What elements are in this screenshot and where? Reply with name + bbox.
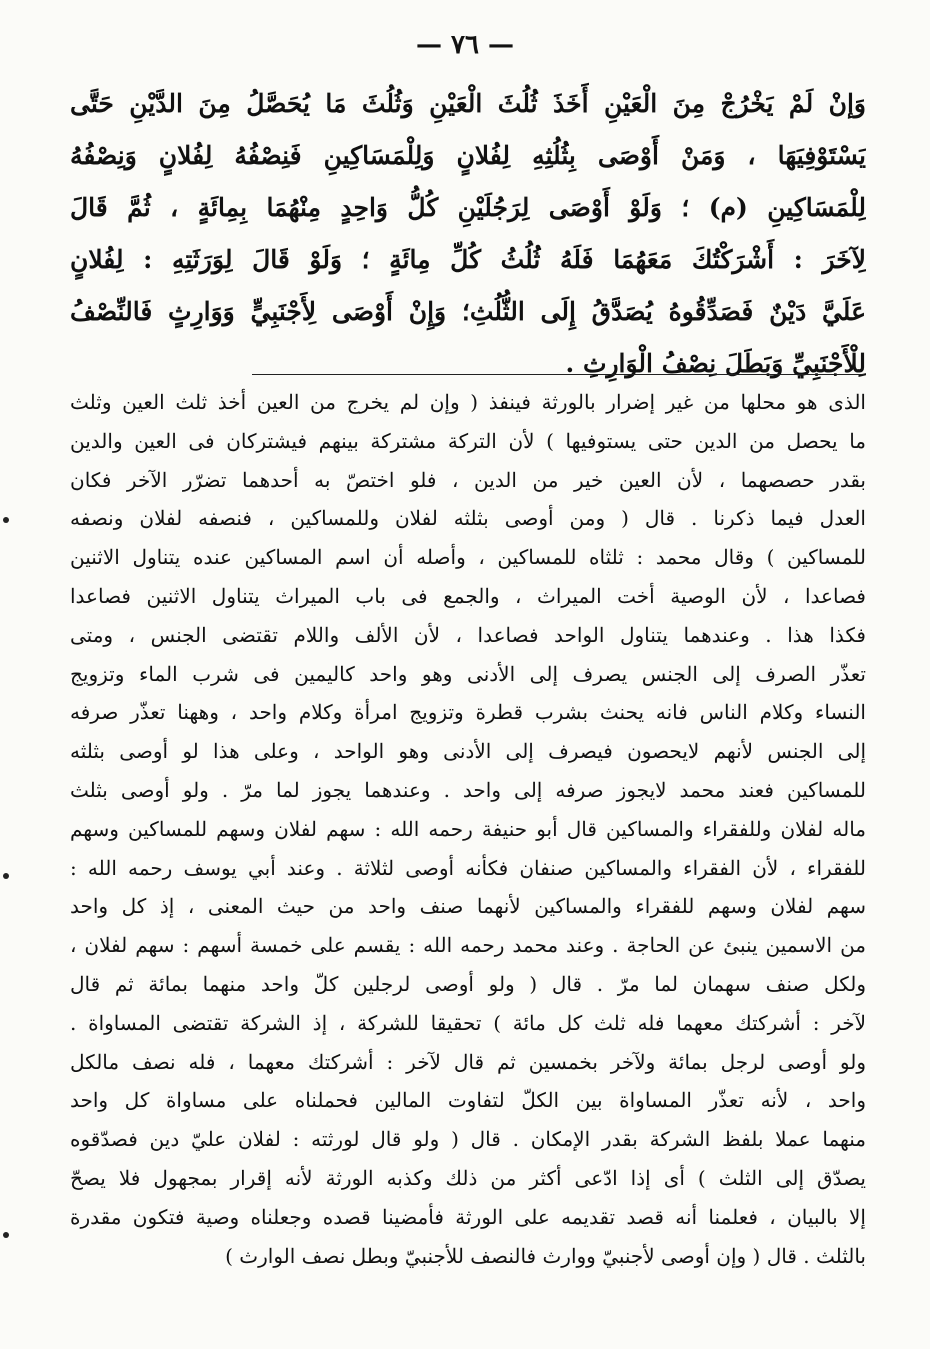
commentary-line: فكذا هذا . وعندهما يتناول الواحد فصاعدا ، لأن الألف واللام تقتضى الجنس ، ومتى [70, 622, 866, 647]
matn-line: يَسْتَوْفِيَهَا ، وَمَنْ أَوْصَى بِثُلُثِهِ لِفُلانٍ وَلِلْمَسَاكِينِ فَنِصْفُهُ لِفُلانٍ وَنِصْفُهُ [70, 141, 866, 170]
matn-text [70, 78, 866, 390]
commentary-line: من الاسمين ينبئ عن الحاجة . وعند محمد رحمه الله : يقسم على خمسة أسهم : سهم لفلان ، [70, 933, 866, 958]
matn-line: لِلْأَجْنَبِيِّ وَبَطَلَ نِصْفُ الْوَارِثِ . [565, 349, 866, 378]
matn-line: لِآخَرَ : أَشْرَكْتُكَ مَعَهُمَا فَلَهُ ثُلُثُ كُلِّ مِائَةٍ ؛ وَلَوْ قَالَ لِوَرَثَتِهِ : لِفُلانٍ [70, 245, 866, 274]
commentary-line: ولكل صنف سهمان لما مرّ . قال ( ولو أوصى لرجلين كلّ واحد منهما بمائة ثم قال [70, 971, 866, 996]
commentary-line: فصاعدا ، لأن الوصية أخت الميراث ، والجمع فى باب الميراث يتناول الاثنين فصاعدا [70, 583, 866, 608]
commentary-line: سهم لفلان وسهم للفقراء والمساكين لأنهما صنف واحد من حيث المعنى ، إذ كل واحد [70, 894, 866, 919]
matn-line: لِلْمَسَاكِينِ (م) ؛ وَلَوْ أَوْصَى لِرَجُلَيْنِ كُلُّ وَاحِدٍ مِنْهُمَا بِمِائَةٍ ، ثُمَّ قَالَ [70, 193, 866, 222]
page-number: — ٧٦ — [415, 30, 515, 60]
commentary-line: النساء وكلام الناس فانه يحنث بشرب قطرة وتزويج امرأة وكلام واحد ، وههنا تعذّر صرفه [70, 700, 866, 725]
commentary-line: يصدّق إلى الثلث ) أى إذا ادّعى أكثر من ذلك وكذبه الورثة لأنه إقرار بمجهول فلا يصحّ [70, 1165, 866, 1190]
scan-speck [3, 517, 9, 523]
commentary-line: إلى الجنس لأنهم لايحصون فيصرف إلى الأدنى وهو الواحد ، وعلى هذا لو أوصى بثلثه [70, 739, 866, 764]
commentary-line: ولو أوصى لرجل بمائة ولآخر بخمسين ثم قال لآخر : أشركتك معهما ، فله نصف مالكل [70, 1049, 866, 1074]
commentary-line: بالثلث . قال ( وإن أوصى لأجنبيّ ووارث فالنصف للأجنبيّ وبطل نصف الوارث ) [225, 1243, 866, 1268]
commentary-line: للمساكين فعند محمد لايجوز صرفه إلى واحد . وعندهما يجوز لما مرّ . ولو أوصى بثلث [70, 777, 866, 802]
separator-rule [252, 374, 864, 375]
scan-speck [3, 873, 9, 879]
scan-speck [3, 1232, 9, 1238]
commentary-line: منهما عملا بلفظ الشركة بقدر الإمكان . قال ( ولو قال لورثته : لفلان عليّ دين فصدّقوه [70, 1127, 866, 1152]
commentary-line: للمساكين ) وقال محمد : ثلثاه للمساكين ، وأصله أن اسم المساكين عنده يتناول الاثنين [70, 545, 866, 570]
commentary-line: إلا بالبيان ، فعلمنا أنه قصد تقديمه على الورثة فأمضينا قصده وجعلناه وصية فتكون مقدرة [70, 1204, 866, 1229]
matn-line: وَإنْ لَمْ يَخْرُجْ مِنَ الْعَيْنِ أَخَذَ ثُلُثَ الْعَيْنِ وَثُلُثَ مَا يُحَصَّلُ مِنَ الدَّيْنِ حَتَّى [70, 89, 866, 118]
commentary-line: واحد ، لأنه تعذّر المساواة بين الكلّ لتفاوت المالين فحملناه على مساواة كل واحد [70, 1088, 866, 1113]
commentary-line: بقدر حصصهما ، لأن العين خير من الدين ، فلو اختصّ به أحدهما تضرّر الآخر فكان [70, 467, 866, 492]
commentary-text [70, 383, 866, 1275]
commentary-line: للفقراء ، لأن الفقراء والمساكين صنفان فكأنه أوصى لثلاثة . وعند أبي يوسف رحمه الله : [70, 855, 866, 880]
commentary-line: ما يحصل من الدين حتى يستوفيها ) لأن التركة مشتركة بينهم فيشتركان فى العين والدين [70, 428, 866, 453]
commentary-line: لآخر : أشركتك معهما فله ثلث كل مائة ) تحقيقا للشركة ، إذ الشركة تقتضى المساواة . [70, 1010, 866, 1035]
commentary-line: تعذّر الصرف إلى الجنس يصرف إلى الأدنى وهو واحد كاليمين فى شرب الماء وتزويج [70, 661, 866, 686]
commentary-line: العدل فيما ذكرنا . قال ( ومن أوصى بثلثه لفلان وللمساكين ، فنصفه لفلان ونصفه [70, 506, 866, 531]
matn-line: عَلَيَّ دَيْنٌ فَصَدِّقُوهُ يُصَدَّقُ إِلَى الثُّلُثِ؛ وَإِنْ أَوْصَى لِأَجْنَبِيٍّ وَوَارِثٍ فَالنِّصْفُ [70, 297, 866, 326]
commentary-line: الذى هو محلها من غير إضرار بالورثة فينفذ ( وإن لم يخرج من العين أخذ ثلث العين وثلث [70, 390, 866, 414]
commentary-line: ماله لفلان وللفقراء والمساكين قال أبو حنيفة رحمه الله : سهم لفلان وسهم للمساكين وسهم [70, 816, 866, 841]
